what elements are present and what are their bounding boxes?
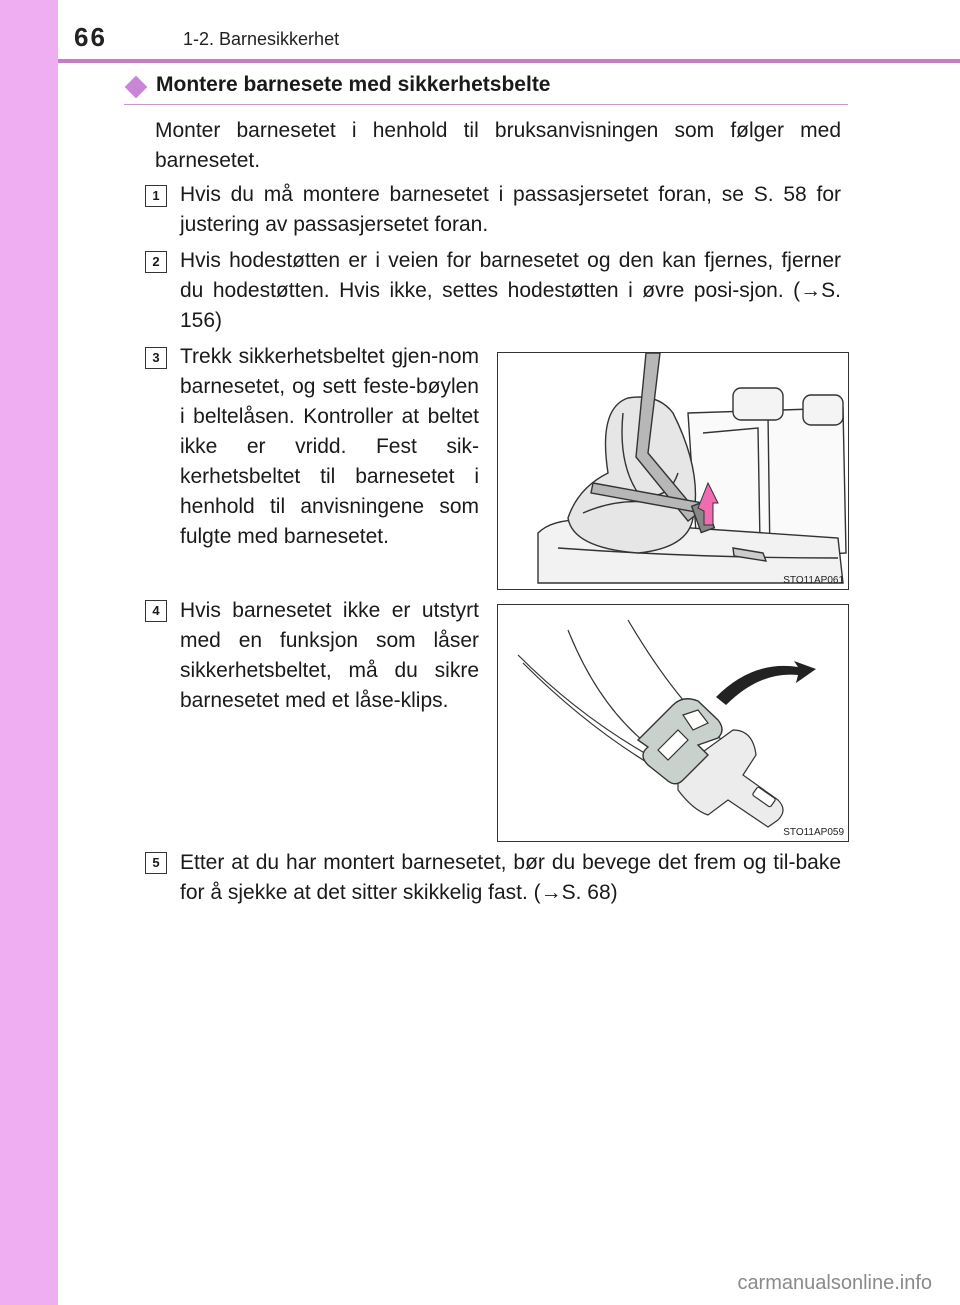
locking-clip-illustration	[498, 605, 848, 841]
step-number-badge: 1	[145, 185, 167, 207]
step-text: Hvis du må montere barnesetet i passasjersetet foran, se S. 58 for justering av passasjersetet foran.	[180, 183, 841, 236]
section-heading	[124, 70, 848, 105]
step-text: Hvis hodestøtten er i veien for barnesetet og den kan fjernes, fjerner du hodestøtten. Hvis ikke, settes hodestøtten i øvre posi-sjon. (→S. 156)	[180, 249, 841, 332]
header-rule	[58, 59, 960, 63]
step-text: Etter at du har montert barnesetet, bør du bevege det frem og til-bake for å sjekke at det sitter skikkelig fast. (→S. 68)	[180, 851, 841, 904]
section-header: 1-2. Barnesikkerhet	[183, 29, 340, 49]
heading-text: Montere barnesete med sikkerhetsbelte	[156, 73, 551, 96]
step-text: Trekk sikkerhetsbeltet gjen-nom barnesetet, og sett feste-bøylen i beltelåsen. Kontroller at beltet ikke er vridd. Fest sik-kerhetsbeltet til barnesetet i henhold til anvisningene som fulgte med barnesetet.	[180, 345, 479, 548]
page-sidebar-tab	[0, 0, 58, 1305]
figure-child-seat-belt	[497, 352, 849, 590]
child-seat-illustration	[498, 353, 848, 589]
step-text: Hvis barnesetet ikke er utstyrt med en funksjon som låser sikkerhetsbeltet, må du sikre barnesetet med et låse-klips.	[180, 599, 479, 712]
step-number-badge: 3	[145, 347, 167, 369]
page-number: 66	[74, 22, 107, 52]
figure-locking-clip	[497, 604, 849, 842]
diamond-bullet-icon	[125, 76, 148, 99]
step-number-badge: 2	[145, 251, 167, 273]
figure-code: STO11AP059	[783, 827, 844, 838]
watermark: carmanualsonline.info	[737, 1272, 932, 1294]
intro-paragraph: Monter barnesetet i henhold til bruksanvisningen som følger med barnesetet.	[155, 119, 841, 172]
step-number-badge: 5	[145, 852, 167, 874]
figure-code: STO11AP061	[783, 575, 844, 586]
step-number-badge: 4	[145, 600, 167, 622]
